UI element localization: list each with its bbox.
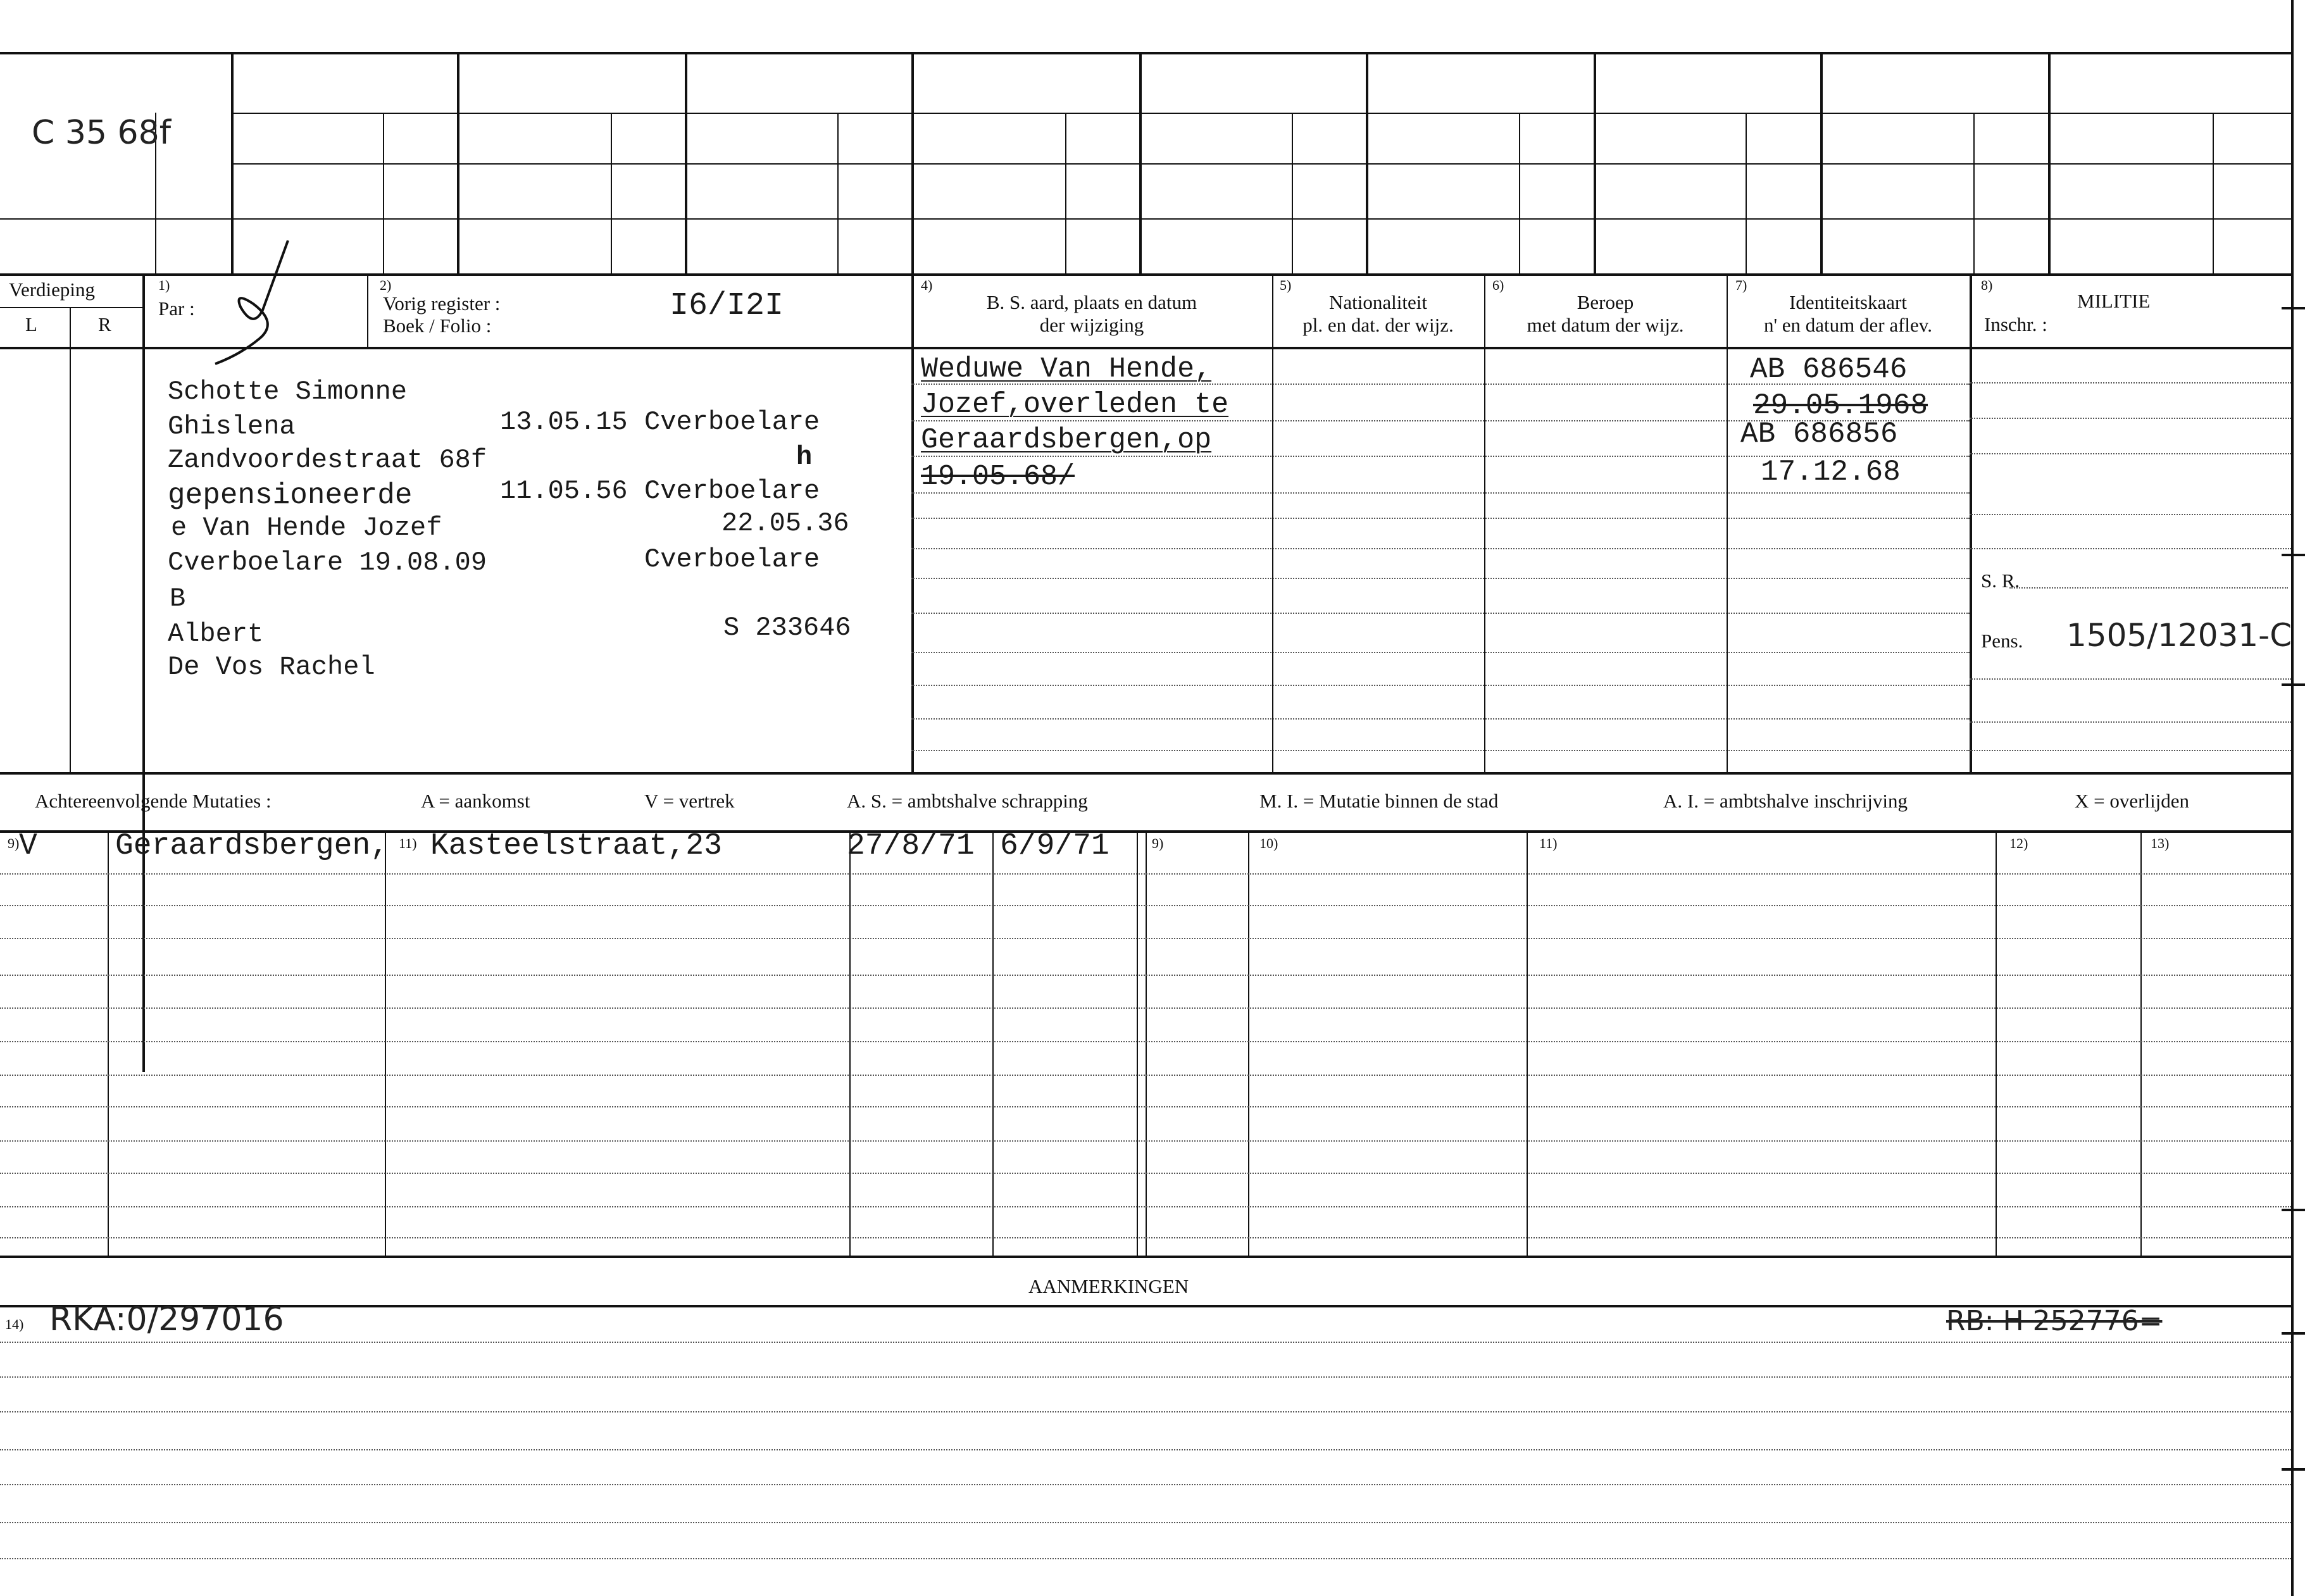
person-h: h xyxy=(796,442,813,472)
person-line-1: Schotte Simonne xyxy=(168,377,408,407)
boek-folio-label: Boek / Folio : xyxy=(383,315,492,337)
pens-label: Pens. xyxy=(1981,630,2023,652)
card-reference: C 35 68f xyxy=(32,114,172,152)
place-2: Cverboelare xyxy=(644,476,820,506)
mutation-col12: 12) xyxy=(2009,835,2028,851)
col5-number: 5) xyxy=(1280,277,1292,293)
mutation-col11-number: 11) xyxy=(399,835,417,851)
nationaliteit-header: Nationaliteit pl. en dat. der wijz. xyxy=(1302,291,1454,336)
mutation-date-2: 6/9/71 xyxy=(1000,829,1109,863)
signature-initial xyxy=(203,234,316,367)
vorig-register-label: Vorig register : xyxy=(383,292,501,315)
vorig-register-value: I6/I2I xyxy=(670,288,784,324)
bs-entry-line-2: Jozef,overleden te xyxy=(921,389,1229,421)
mutation-col10: 10) xyxy=(1259,835,1278,851)
bs-entry-line-4: 19.05.68/ xyxy=(921,461,1075,493)
verdieping-l: L xyxy=(25,313,37,335)
birth-date: 13.05.15 xyxy=(500,407,628,437)
id-card-number-2: AB 686856 xyxy=(1740,418,1898,451)
legend-overlijden: X = overlijden xyxy=(2075,790,2190,812)
mutation-type: V xyxy=(19,829,37,863)
id-card-number-1: AB 686546 xyxy=(1750,353,1908,386)
bs-entry-line-1: Weduwe Van Hende, xyxy=(921,353,1212,385)
legend-mutatie-binnen-stad: M. I. = Mutatie binnen de stad xyxy=(1259,790,1499,812)
birth-place: Cverboelare xyxy=(644,407,820,437)
bs-header: B. S. aard, plaats en datum der wijziging xyxy=(986,291,1197,336)
id-card-date-2: 17.12.68 xyxy=(1761,456,1901,489)
col8-number: 8) xyxy=(1981,277,1993,293)
marriage-date: 22.05.36 xyxy=(721,508,849,539)
bs-entry-line-3: Geraardsbergen,op xyxy=(921,424,1212,456)
address: Zandvoordestraat 68f xyxy=(168,445,487,475)
verdieping-label: Verdieping xyxy=(9,278,96,301)
spouse-birth: Cverboelare 19.08.09 xyxy=(168,547,487,578)
mutation-col11: 11) xyxy=(1539,835,1558,851)
par-label: Par : xyxy=(158,297,195,320)
id-card-date-1: 29.05.1968 xyxy=(1753,389,1928,422)
mutation-col13: 13) xyxy=(2151,835,2170,851)
col4-number: 4) xyxy=(921,277,933,293)
mother-name: De Vos Rachel xyxy=(168,652,375,682)
person-line-2a: Ghislena xyxy=(168,411,296,442)
beroep-header: Beroep met datum der wijz. xyxy=(1527,291,1684,336)
col7-number: 7) xyxy=(1735,277,1747,293)
verdieping-r: R xyxy=(98,313,111,335)
marriage-place: Cverboelare xyxy=(644,544,820,575)
rka-number: RKA:0/297016 xyxy=(49,1300,284,1338)
mutation-row-number: 9) xyxy=(8,835,20,851)
mutation-city: Geraardsbergen, xyxy=(115,829,389,863)
rb-number: RB: H 252776= xyxy=(1946,1305,2163,1337)
mutaties-title: Achtereenvolgende Mutaties : xyxy=(35,790,272,812)
mutation-date-1: 27/8/71 xyxy=(847,829,975,863)
spouse: e Van Hende Jozef xyxy=(171,513,442,543)
aanmerkingen-number: 14) xyxy=(5,1316,24,1332)
father-name: Albert xyxy=(168,619,264,649)
identiteitskaart-header: Identiteitskaart n' en datum der aflev. xyxy=(1763,291,1933,336)
aanmerkingen-title: AANMERKINGEN xyxy=(1028,1275,1189,1297)
col2-number: 2) xyxy=(380,277,392,293)
legend-ambtshalve-inschrijving: A. I. = ambtshalve inschrijving xyxy=(1663,790,1908,812)
pens-value: 1505/12031-C xyxy=(2066,617,2292,654)
s-number: S 233646 xyxy=(723,613,851,643)
mutation-street: Kasteelstraat,23 xyxy=(430,829,722,863)
mutation-col9: 9) xyxy=(1152,835,1164,851)
sr-label: S. R. xyxy=(1981,570,2020,592)
col1-number: 1) xyxy=(158,277,170,293)
militie-header: MILITIE xyxy=(2077,290,2151,312)
occupation: gepensioneerde xyxy=(168,479,413,512)
legend-vertrek: V = vertrek xyxy=(644,790,735,812)
col6-number: 6) xyxy=(1492,277,1504,293)
person-line-7: B xyxy=(170,583,186,614)
inschr-label: Inschr. : xyxy=(1984,313,2047,335)
date-2: 11.05.56 xyxy=(500,476,628,506)
legend-ambtshalve-schrapping: A. S. = ambtshalve schrapping xyxy=(847,790,1088,812)
legend-aankomst: A = aankomst xyxy=(421,790,530,812)
